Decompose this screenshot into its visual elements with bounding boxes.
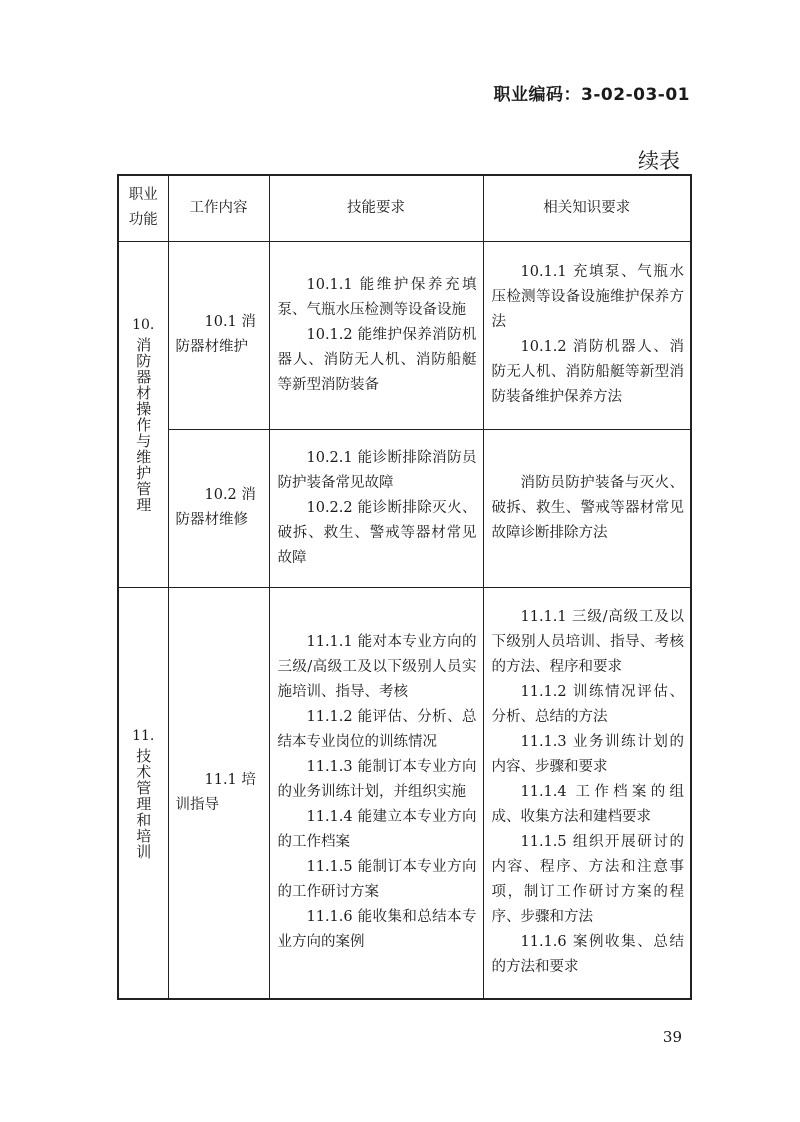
skill-item: 11.1.4 能建立本专业方向的工作档案 — [277, 809, 477, 851]
knowledge-item: 11.1.3 业务训练计划的内容、步骤和要求 — [491, 734, 684, 776]
continued-label: 续表 — [638, 149, 680, 173]
function-number: 10. — [132, 317, 155, 333]
skill-item: 11.1.2 能评估、分析、总结本专业岗位的训练情况 — [277, 709, 477, 751]
skills-cell — [269, 241, 483, 429]
skills-table — [117, 174, 692, 1000]
work-content-cell: 10.1 消防器材维护 — [168, 241, 269, 429]
knowledge-item: 11.1.2 训练情况评估、分析、总结的方法 — [491, 684, 684, 726]
knowledge-item: 11.1.6 案例收集、总结的方法和要求 — [491, 934, 684, 976]
skills-cell — [269, 587, 483, 999]
knowledge-item: 10.1.2 消防机器人、消防无人机、消防船艇等新型消防装备维护保养方法 — [491, 339, 684, 405]
function-cell — [118, 587, 168, 999]
skill-item: 11.1.3 能制订本专业方向的业务训练计划，并组织实施 — [277, 759, 477, 801]
skill-item: 11.1.1 能对本专业方向的三级/高级工及以下级别人员实施培训、指导、考核 — [277, 634, 477, 701]
col-header-function: 职业 功能 — [118, 175, 168, 241]
knowledge-item: 11.1.4 工作档案的组成、收集方法和建档要求 — [491, 784, 684, 826]
table-row — [118, 241, 691, 429]
occupation-code: 职业编码：3-02-03-01 — [493, 85, 690, 105]
skill-item: 10.2.2 能诊断排除灭火、破拆、救生、警戒等器材常见故障 — [277, 499, 477, 566]
header-row — [118, 175, 691, 241]
col-header-skills: 技能要求 — [269, 175, 483, 241]
knowledge-item: 11.1.5 组织开展研讨的内容、程序、方法和注意事项，制订工作研讨方案的程序、步骤和方法 — [491, 834, 684, 926]
knowledge-item: 消防员防护装备与灭火、破拆、救生、警戒等器材常见故障诊断排除方法 — [491, 474, 684, 541]
col-header-work: 工作内容 — [168, 175, 269, 241]
table-row — [118, 587, 691, 999]
skill-item: 10.1.1 能维护保养充填泵、气瓶水压检测等设备设施 — [277, 276, 477, 318]
table-row — [118, 429, 691, 587]
function-cell — [118, 241, 168, 587]
col-header-knowledge: 相关知识要求 — [483, 175, 691, 241]
skill-item: 10.1.2 能维护保养消防机器人、消防无人机、消防船艇等新型消防装备 — [277, 326, 477, 393]
page-number: 39 — [662, 1028, 682, 1046]
knowledge-item: 10.1.1 充填泵、气瓶水压检测等设备设施维护保养方法 — [491, 264, 684, 330]
skill-item: 10.2.1 能诊断排除消防员防护装备常见故障 — [277, 449, 477, 491]
knowledge-item: 11.1.1 三级/高级工及以下级别人员培训、指导、考核的方法、程序和要求 — [491, 609, 684, 676]
skills-cell — [269, 429, 483, 587]
work-content-cell: 10.2 消防器材维修 — [168, 429, 269, 587]
knowledge-cell — [483, 587, 691, 999]
function-name: 技术管理和培训 — [134, 747, 153, 860]
function-name: 消防器材操作与维护管理 — [134, 337, 153, 513]
work-content-cell: 11.1 培训指导 — [168, 587, 269, 999]
function-number: 11. — [132, 727, 155, 744]
knowledge-cell — [483, 429, 691, 587]
skill-item: 11.1.6 能收集和总结本专业方向的案例 — [277, 909, 477, 951]
knowledge-cell — [483, 241, 691, 429]
skill-item: 11.1.5 能制订本专业方向的工作研讨方案 — [277, 859, 477, 901]
